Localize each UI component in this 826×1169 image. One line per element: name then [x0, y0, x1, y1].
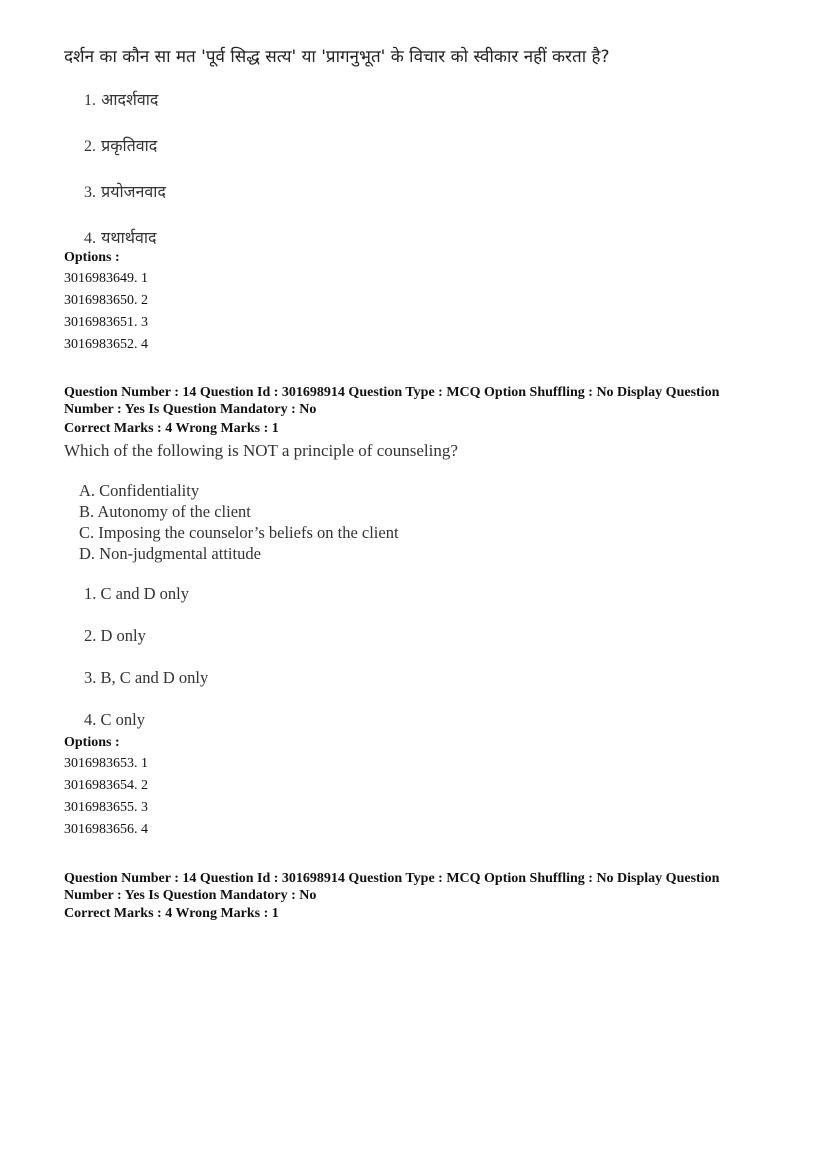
- choice-text: यथार्थवाद: [101, 228, 157, 247]
- choice-1: [84, 88, 158, 110]
- marks-info: Correct Marks : 4 Wrong Marks : 1: [64, 906, 279, 921]
- choice-3: [84, 180, 166, 202]
- choice-text: प्रयोजनवाद: [101, 182, 166, 201]
- choice-text: प्रकृतिवाद: [101, 136, 158, 155]
- question-text: Which of the following is NOT a principle of counseling?: [64, 441, 458, 460]
- statement: D. Non-judgmental attitude: [79, 544, 261, 563]
- question-meta: [64, 384, 764, 418]
- choice-3: 3. B, C and D only: [84, 668, 209, 687]
- choice-text: आदर्शवाद: [101, 90, 159, 109]
- options-label: Options :: [64, 250, 120, 265]
- choice-1: 1. C and D only: [84, 584, 189, 603]
- question-meta-line: Question Number : 14 Question Id : 301698914 Question Type : MCQ Option Shuffling : No Display Question: [64, 385, 720, 400]
- option-code: 3016983652. 4: [64, 337, 148, 352]
- question-meta-line: Number : Yes Is Question Mandatory : No: [64, 888, 317, 903]
- statement: A. Confidentiality: [79, 481, 200, 500]
- statement: B. Autonomy of the client: [79, 502, 251, 521]
- question-meta-line: Question Number : 14 Question Id : 301698914 Question Type : MCQ Option Shuffling : No Display Question: [64, 871, 720, 886]
- option-code: 3016983649. 1: [64, 271, 148, 286]
- choice-number: 1.: [84, 92, 96, 109]
- choice-4: [84, 226, 157, 248]
- choice-number: 4.: [84, 230, 96, 247]
- question-text-hindi: दर्शन का कौन सा मत 'पूर्व सिद्ध सत्य' या 'प्रागनुभूत' के विचार को स्वीकार नहीं करता है?: [64, 47, 610, 67]
- option-code: 3016983650. 2: [64, 293, 148, 308]
- option-code: 3016983653. 1: [64, 756, 148, 771]
- option-code: 3016983655. 3: [64, 800, 148, 815]
- choice-2: 2. D only: [84, 626, 146, 645]
- choice-number: 3.: [84, 184, 96, 201]
- options-label: Options :: [64, 735, 120, 750]
- marks-info: Correct Marks : 4 Wrong Marks : 1: [64, 421, 279, 436]
- option-code: 3016983656. 4: [64, 822, 148, 837]
- question-meta-line: Number : Yes Is Question Mandatory : No: [64, 402, 317, 417]
- option-code: 3016983654. 2: [64, 778, 148, 793]
- question-meta: [64, 870, 764, 904]
- choice-number: 2.: [84, 138, 96, 155]
- option-code: 3016983651. 3: [64, 315, 148, 330]
- choice-2: [84, 134, 157, 156]
- choice-4: 4. C only: [84, 710, 145, 729]
- statement: C. Imposing the counselor’s beliefs on the client: [79, 523, 399, 542]
